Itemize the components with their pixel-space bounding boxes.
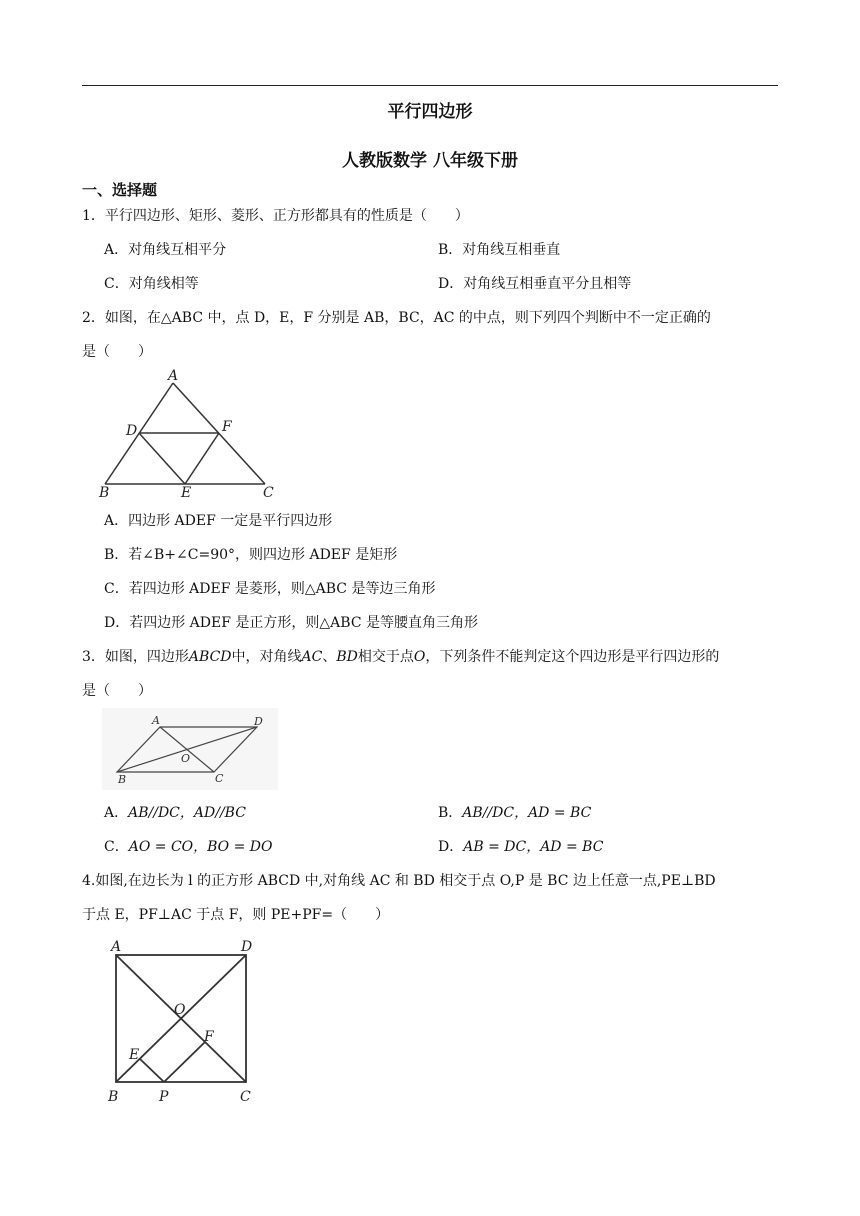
label-f: F bbox=[222, 419, 232, 435]
segment-pf bbox=[164, 1042, 205, 1082]
q3-text-4: 相交于点 bbox=[357, 649, 414, 665]
label-d: D bbox=[241, 939, 253, 955]
question-2-option-a: A．四边形 ADEF 一定是平行四边形 bbox=[104, 513, 333, 529]
question-1-stem: 1．平行四边形、矩形、菱形、正方形都具有的性质是（ ） bbox=[82, 208, 469, 224]
question-3-stem-line1 bbox=[82, 647, 719, 667]
label-p: P bbox=[159, 1089, 169, 1105]
label-f: F bbox=[204, 1029, 214, 1045]
q3-text-5: ，下列条件不能判定这个四边形是平行四边形的 bbox=[425, 649, 720, 665]
option-math: AB = DC，AD = BC bbox=[463, 839, 604, 855]
question-2-option-c: C．若四边形 ADEF 是菱形，则△ABC 是等边三角形 bbox=[104, 581, 436, 597]
question-1-option-b: B．对角线互相垂直 bbox=[438, 242, 561, 258]
question-3-option-b bbox=[438, 803, 591, 823]
question-3-stem-line2: 是（ ） bbox=[82, 683, 152, 699]
label-c: C bbox=[215, 772, 224, 785]
page-subtitle: 人教版数学 八年级下册 bbox=[342, 151, 518, 171]
label-a: A bbox=[152, 714, 160, 727]
label-c: C bbox=[263, 485, 274, 501]
option-letter: D． bbox=[438, 839, 464, 855]
option-math: AB//DC，AD = BC bbox=[462, 805, 592, 821]
label-b: B bbox=[99, 485, 110, 501]
q3-text-1: 3．如图，四边形 bbox=[82, 649, 189, 665]
segment-pe bbox=[140, 1059, 164, 1082]
page-title: 平行四边形 bbox=[387, 102, 473, 122]
label-o: O bbox=[181, 752, 191, 765]
question-2-stem-line1: 2．如图，在△ABC 中，点 D，E，F 分别是 AB，BC，AC 的中点，则下列四个判断中不一定正确的 bbox=[82, 310, 711, 326]
section-heading: 一、选择题 bbox=[82, 181, 158, 199]
triangle-diagram bbox=[95, 368, 285, 503]
question-3-option-a bbox=[104, 803, 246, 823]
question-4-stem-line1: 4.如图,在边长为 l 的正方形 ABCD 中,对角线 AC 和 BD 相交于点 O,P 是 BC 边上任意一点,PE⊥BD bbox=[82, 873, 716, 889]
q3-math-bd: BD bbox=[336, 649, 358, 665]
question-1-option-d: D．对角线互相垂直平分且相等 bbox=[438, 276, 632, 292]
option-letter: A． bbox=[104, 805, 129, 821]
option-math: AO = CO，BO = DO bbox=[128, 839, 273, 855]
question-2-option-b: B．若∠B+∠C=90°，则四边形 ADEF 是矩形 bbox=[104, 547, 398, 563]
label-e: E bbox=[129, 1047, 140, 1063]
question-3-option-c bbox=[104, 837, 273, 857]
question-3-option-d bbox=[438, 837, 603, 857]
question-1-option-a: A．对角线互相平分 bbox=[104, 242, 227, 258]
header-rule bbox=[82, 85, 778, 86]
option-letter: B． bbox=[438, 805, 463, 821]
question-2-option-d: D．若四边形 ADEF 是正方形，则△ABC 是等腰直角三角形 bbox=[104, 615, 478, 631]
square-diagram bbox=[100, 935, 260, 1105]
q3-math-abcd: ABCD bbox=[188, 649, 232, 665]
question-2-stem-line2: 是（ ） bbox=[82, 344, 152, 360]
option-math: AB//DC，AD//BC bbox=[128, 805, 246, 821]
label-e: E bbox=[181, 485, 192, 501]
q3-math-o: O bbox=[413, 649, 426, 665]
label-c: C bbox=[240, 1089, 251, 1105]
question-4-stem-line2: 于点 E，PF⊥AC 于点 F，则 PE+PF=（ ） bbox=[82, 907, 390, 923]
label-b: B bbox=[108, 1089, 119, 1105]
label-b: B bbox=[118, 773, 127, 786]
parallelogram-diagram bbox=[102, 708, 278, 790]
question-2-figure bbox=[95, 368, 285, 503]
label-a: A bbox=[111, 939, 122, 955]
option-letter: C． bbox=[104, 839, 129, 855]
label-d: D bbox=[254, 715, 263, 728]
label-a: A bbox=[168, 368, 179, 384]
label-d: D bbox=[126, 423, 138, 439]
q3-math-ac: AC bbox=[301, 649, 323, 665]
q3-text-3: 、 bbox=[322, 649, 337, 665]
segment-de bbox=[139, 433, 185, 484]
question-4-figure bbox=[100, 935, 260, 1105]
question-1-option-c: C．对角线相等 bbox=[104, 276, 199, 292]
segment-ef bbox=[185, 433, 219, 484]
q3-text-2: 中，对角线 bbox=[231, 649, 302, 665]
question-3-figure bbox=[102, 708, 278, 790]
label-o: O bbox=[174, 1002, 186, 1018]
